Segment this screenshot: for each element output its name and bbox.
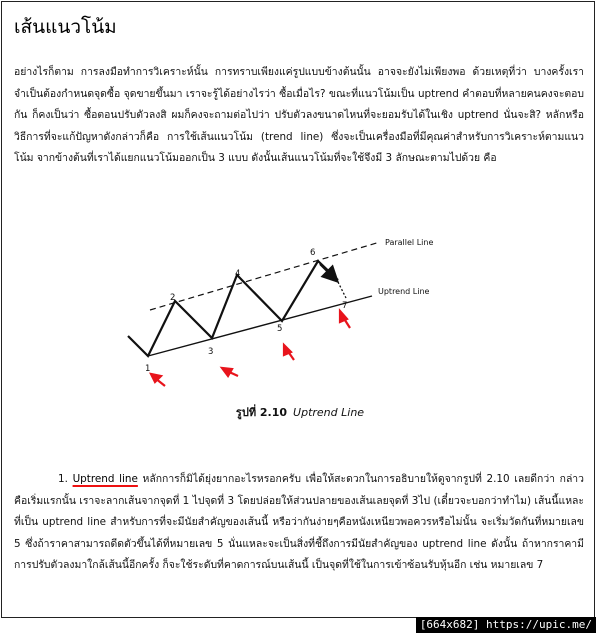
red-arrow-3-icon: [222, 368, 238, 376]
point-label-2: 2: [170, 293, 176, 303]
red-arrow-7-icon: [340, 311, 350, 328]
intro-paragraph: อย่างไรก็ตาม การลงมือทำการวิเคราะห์นั้น การทราบเพียงแค่รูปแบบข้างต้นนั้น อาจจะยังไม่เพียงพอ ด้วยเหตุที่ว่า บางครั้งเราจำเป็นต้องกำหนดจุดซื้อ จุดขายขึ้นมา เราจะรู้ได้อย่างไรว่า ซื้อเมื่อไร? ขณะที่แนวโน้มเป็น uptrend คำตอบที่หลายคนคงจะตอบกัน ก็คงเป็นว่า ซื้อตอนปรับตัวลงสิ ผมก็คงจะถามต่อไปว่า ปรับตัวลงขนาดไหนที่จะยอมรับได้ในเชิง uptrend นั่นจะสิ? หลักหรือวิธีการที่จะแก้ปัญหาดังกล่าวก็คือ การใช้เส้นแนวโน้ม (trend line) ซึ่งจะเป็นเครื่องมือที่มีคุณค่าสำหรับการวิเคราะห์ตามแนวโน้ม จากข้างต้นที่เราได้แยกแนวโน้มออกเป็น 3 แบบ ดังนั้นเส้นแนวโน้มที่จะใช้จึงมี 3 ลักษณะตามไปด้วย คือ: [14, 66, 584, 165]
red-arrow-1-icon: [151, 374, 165, 386]
point-label-7: 7: [342, 301, 348, 311]
figure-name: Uptrend Line: [293, 406, 365, 419]
point-label-4: 4: [235, 269, 241, 279]
uptrend-line: [148, 296, 372, 356]
red-arrow-5-icon: [284, 345, 294, 360]
parallel-line-label: Parallel Line: [385, 238, 434, 247]
uptrend-diagram: [110, 228, 490, 393]
point-label-5: 5: [277, 324, 283, 334]
uptrend-line-term: Uptrend line: [72, 473, 138, 485]
uptrend-line-label: Uptrend Line: [378, 287, 430, 296]
point-label-1: 1: [145, 364, 151, 374]
item-1-text: หลักการก็มิได้ยุ่งยากอะไรหรอกครับ เพื่อให้สะดวกในการอธิบายให้ดูจากรูปที่ 2.10 เลยดีกว่า กล่าวคือเริ่มแรกนั้น เราจะลากเส้นจากจุดที่ 1 ไปจุดที่ 3 โดยปล่อยให้ส่วนปลายของเส้นเลยจุดที่ 3ไป (เดี๋ยวจะบอกว่าทำไม) เส้นนี้แหละที่เป็น uptrend line สำหรับการที่จะมีนัยสำคัญของเส้นนี้ หรือว่ากันง่ายๆคือหนังเหนียวพอควรหรือไม่นั้น จะเริ่มวัดกันที่หมายเลข 5 ซึ่งถ้าราคาสามารถดีดตัวขึ้นได้ที่หมายเลข 5 นั่นแหละจะเป็นสิ่งที่ชี้ถึงการมีนัยสำคัญของ uptrend line ดังนั้น ถ้าหากราคามีการปรับตัวลงมาใกล้เส้นนี้อีกครั้ง ก็จะใช้ระดับที่คาดการณ์บนเส้นนี้ เป็นจุดที่ใช้ในการเข้าซ้อนรับหุ้นอีก เช่น หมายเลข 7: [14, 473, 584, 572]
point6-arrow: [320, 264, 336, 280]
watermark: [664x682] https://upic.me/: [416, 617, 596, 633]
item-1-number: 1.: [58, 473, 68, 485]
parallel-line: [150, 242, 380, 310]
figure-caption: [0, 403, 600, 421]
dotted-drop: [338, 282, 346, 298]
uptrend-figure: [110, 228, 490, 393]
item-1-paragraph: [14, 469, 584, 577]
figure-number: รูปที่ 2.10: [235, 406, 288, 419]
page-title: เส้นแนวโน้ม: [14, 16, 117, 38]
point-label-6: 6: [310, 248, 316, 258]
point-label-3: 3: [208, 347, 214, 357]
price-zigzag: [128, 261, 338, 356]
